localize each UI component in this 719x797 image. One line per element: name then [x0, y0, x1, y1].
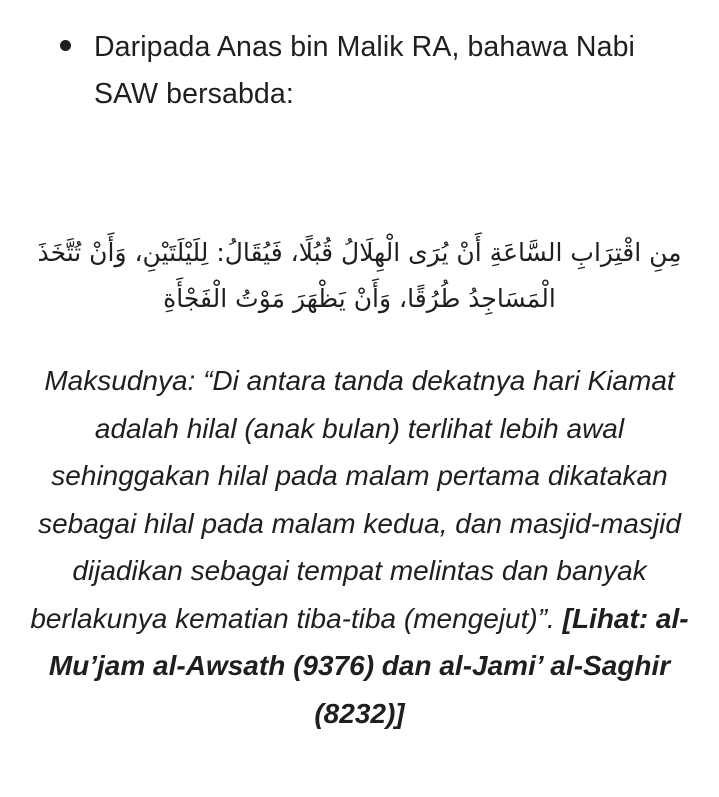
narration-bullet-item	[60, 24, 700, 118]
translation-paragraph	[20, 357, 699, 737]
hadith-arabic-text: مِنِ اقْتِرَابِ السَّاعَةِ أَنْ يُرَى الْهِلَالُ قُبُلًا، فَيُقَالُ: لِلَيْلَتَيْنِ، وَأَنْ تُتَّخَذَ الْمَسَاجِدُ طُرُقًا، وَأَنْ يَظْهَرَ مَوْتُ الْفَجْأَةِ	[37, 238, 682, 313]
reference-citation: [Lihat: al-Mu’jam al-Awsath (9376) dan al-Jami’ al-Saghir (8232)]	[48, 602, 689, 729]
translation-meaning-text: Maksudnya: “Di antara tanda dekatnya hari Kiamat adalah hilal (anak bulan) terlihat lebih awal sehinggakan hilal pada malam pertama dikatakan sebagai hilal pada malam kedua, dan masjid-masjid dijadikan sebagai tempat melintas dan banyak berlakunya kematian tiba-tiba (mengejut)”.	[30, 365, 681, 634]
bullet-dot-icon	[60, 40, 71, 51]
narration-intro-text: Daripada Anas bin Malik RA, bahawa Nabi SAW bersabda:	[94, 31, 635, 110]
